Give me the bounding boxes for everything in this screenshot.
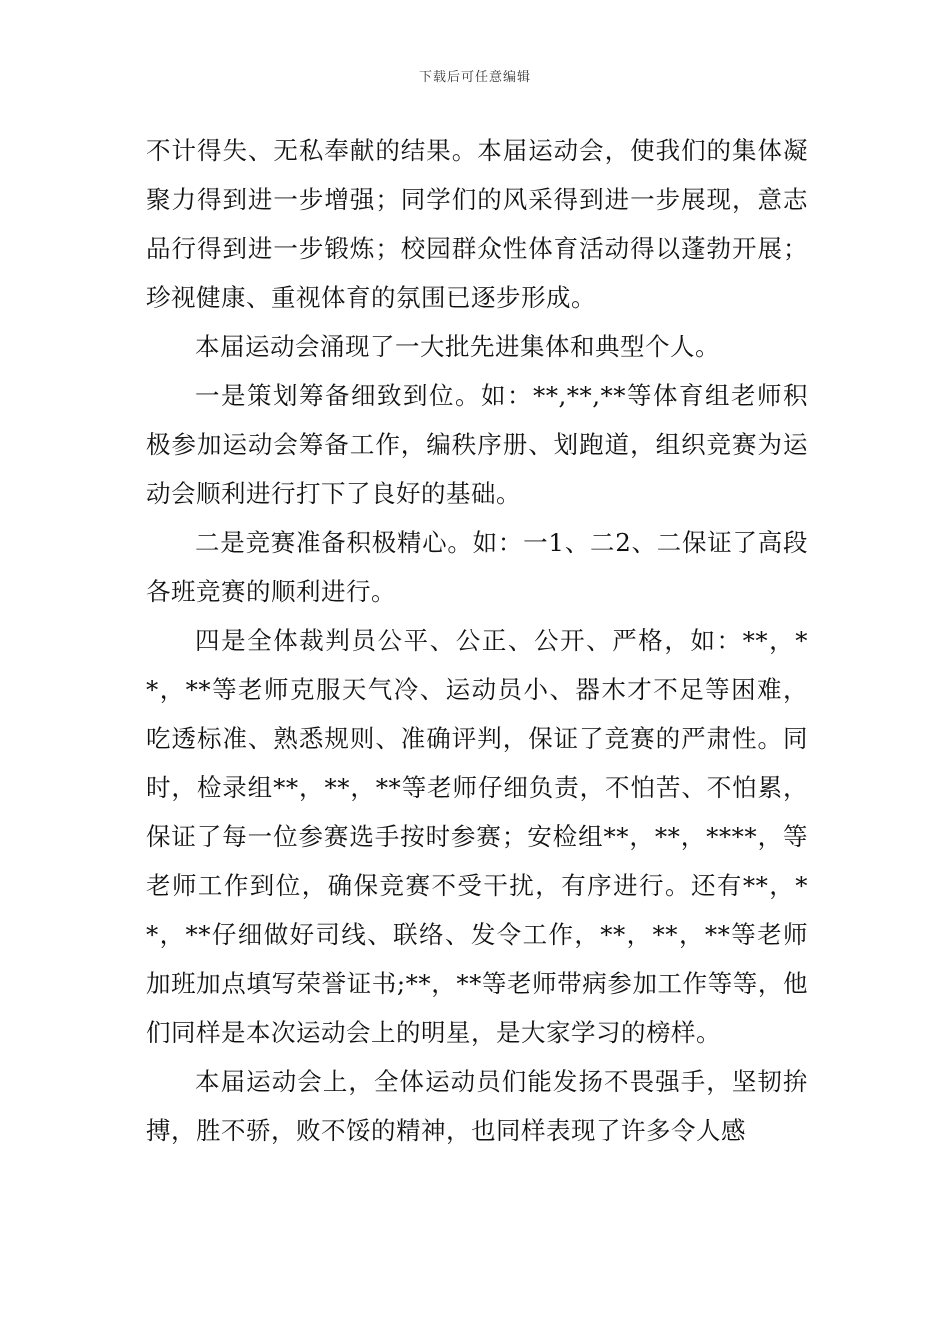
paragraph-point-two: 二是竞赛准备积极精心。如：一1、二2、二保证了高段各班竞赛的顺利进行。 [146,528,808,606]
paragraph-athletes: 本届运动会上，全体运动员们能发扬不畏强手，坚韧拚搏，胜不骄，败不馁的精神，也同样表现了许多令人感 [146,1067,808,1145]
paragraph-point-four: 四是全体裁判员公平、公正、公开、严格，如：**，**，**等老师克服天气冷、运动员小、器木才不足等困难，吃透标准、熟悉规则、准确评判，保证了竞赛的严肃性。同时，检录组**，**，**等老师仔细负责，不怕苦、不怕累，保证了每一位参赛选手按时参赛；安检组**，**，****，等老师工作到位，确保竞赛不受干扰，有序进行。还有**，**，**仔细做好司线、联络、发令工作，**，**，**等老师加班加点填写荣誉证书;**，**等老师带病参加工作等等，他们同样是本次运动会上的明星，是大家学习的榜样。 [146,626,808,1047]
paragraph-summary: 本届运动会涌现了一大批先进集体和典型个人。 [195,332,720,361]
document-body [146,126,808,1155]
paragraph-continuation: 不计得失、无私奉献的结果。本届运动会，使我们的集体凝聚力得到进一步增强；同学们的风采得到进一步展现，意志品行得到进一步锻炼；校园群众性体育活动得以蓬勃开展；珍视健康、重视体育的氛围已逐步形成。 [146,136,808,312]
paragraph-point-one: 一是策划筹备细致到位。如：**,**,**等体育组老师积极参加运动会筹备工作，编秩序册、划跑道，组织竞赛为运动会顺利进行打下了良好的基础。 [146,381,808,508]
page-header: 下载后可任意编辑 [418,70,531,85]
